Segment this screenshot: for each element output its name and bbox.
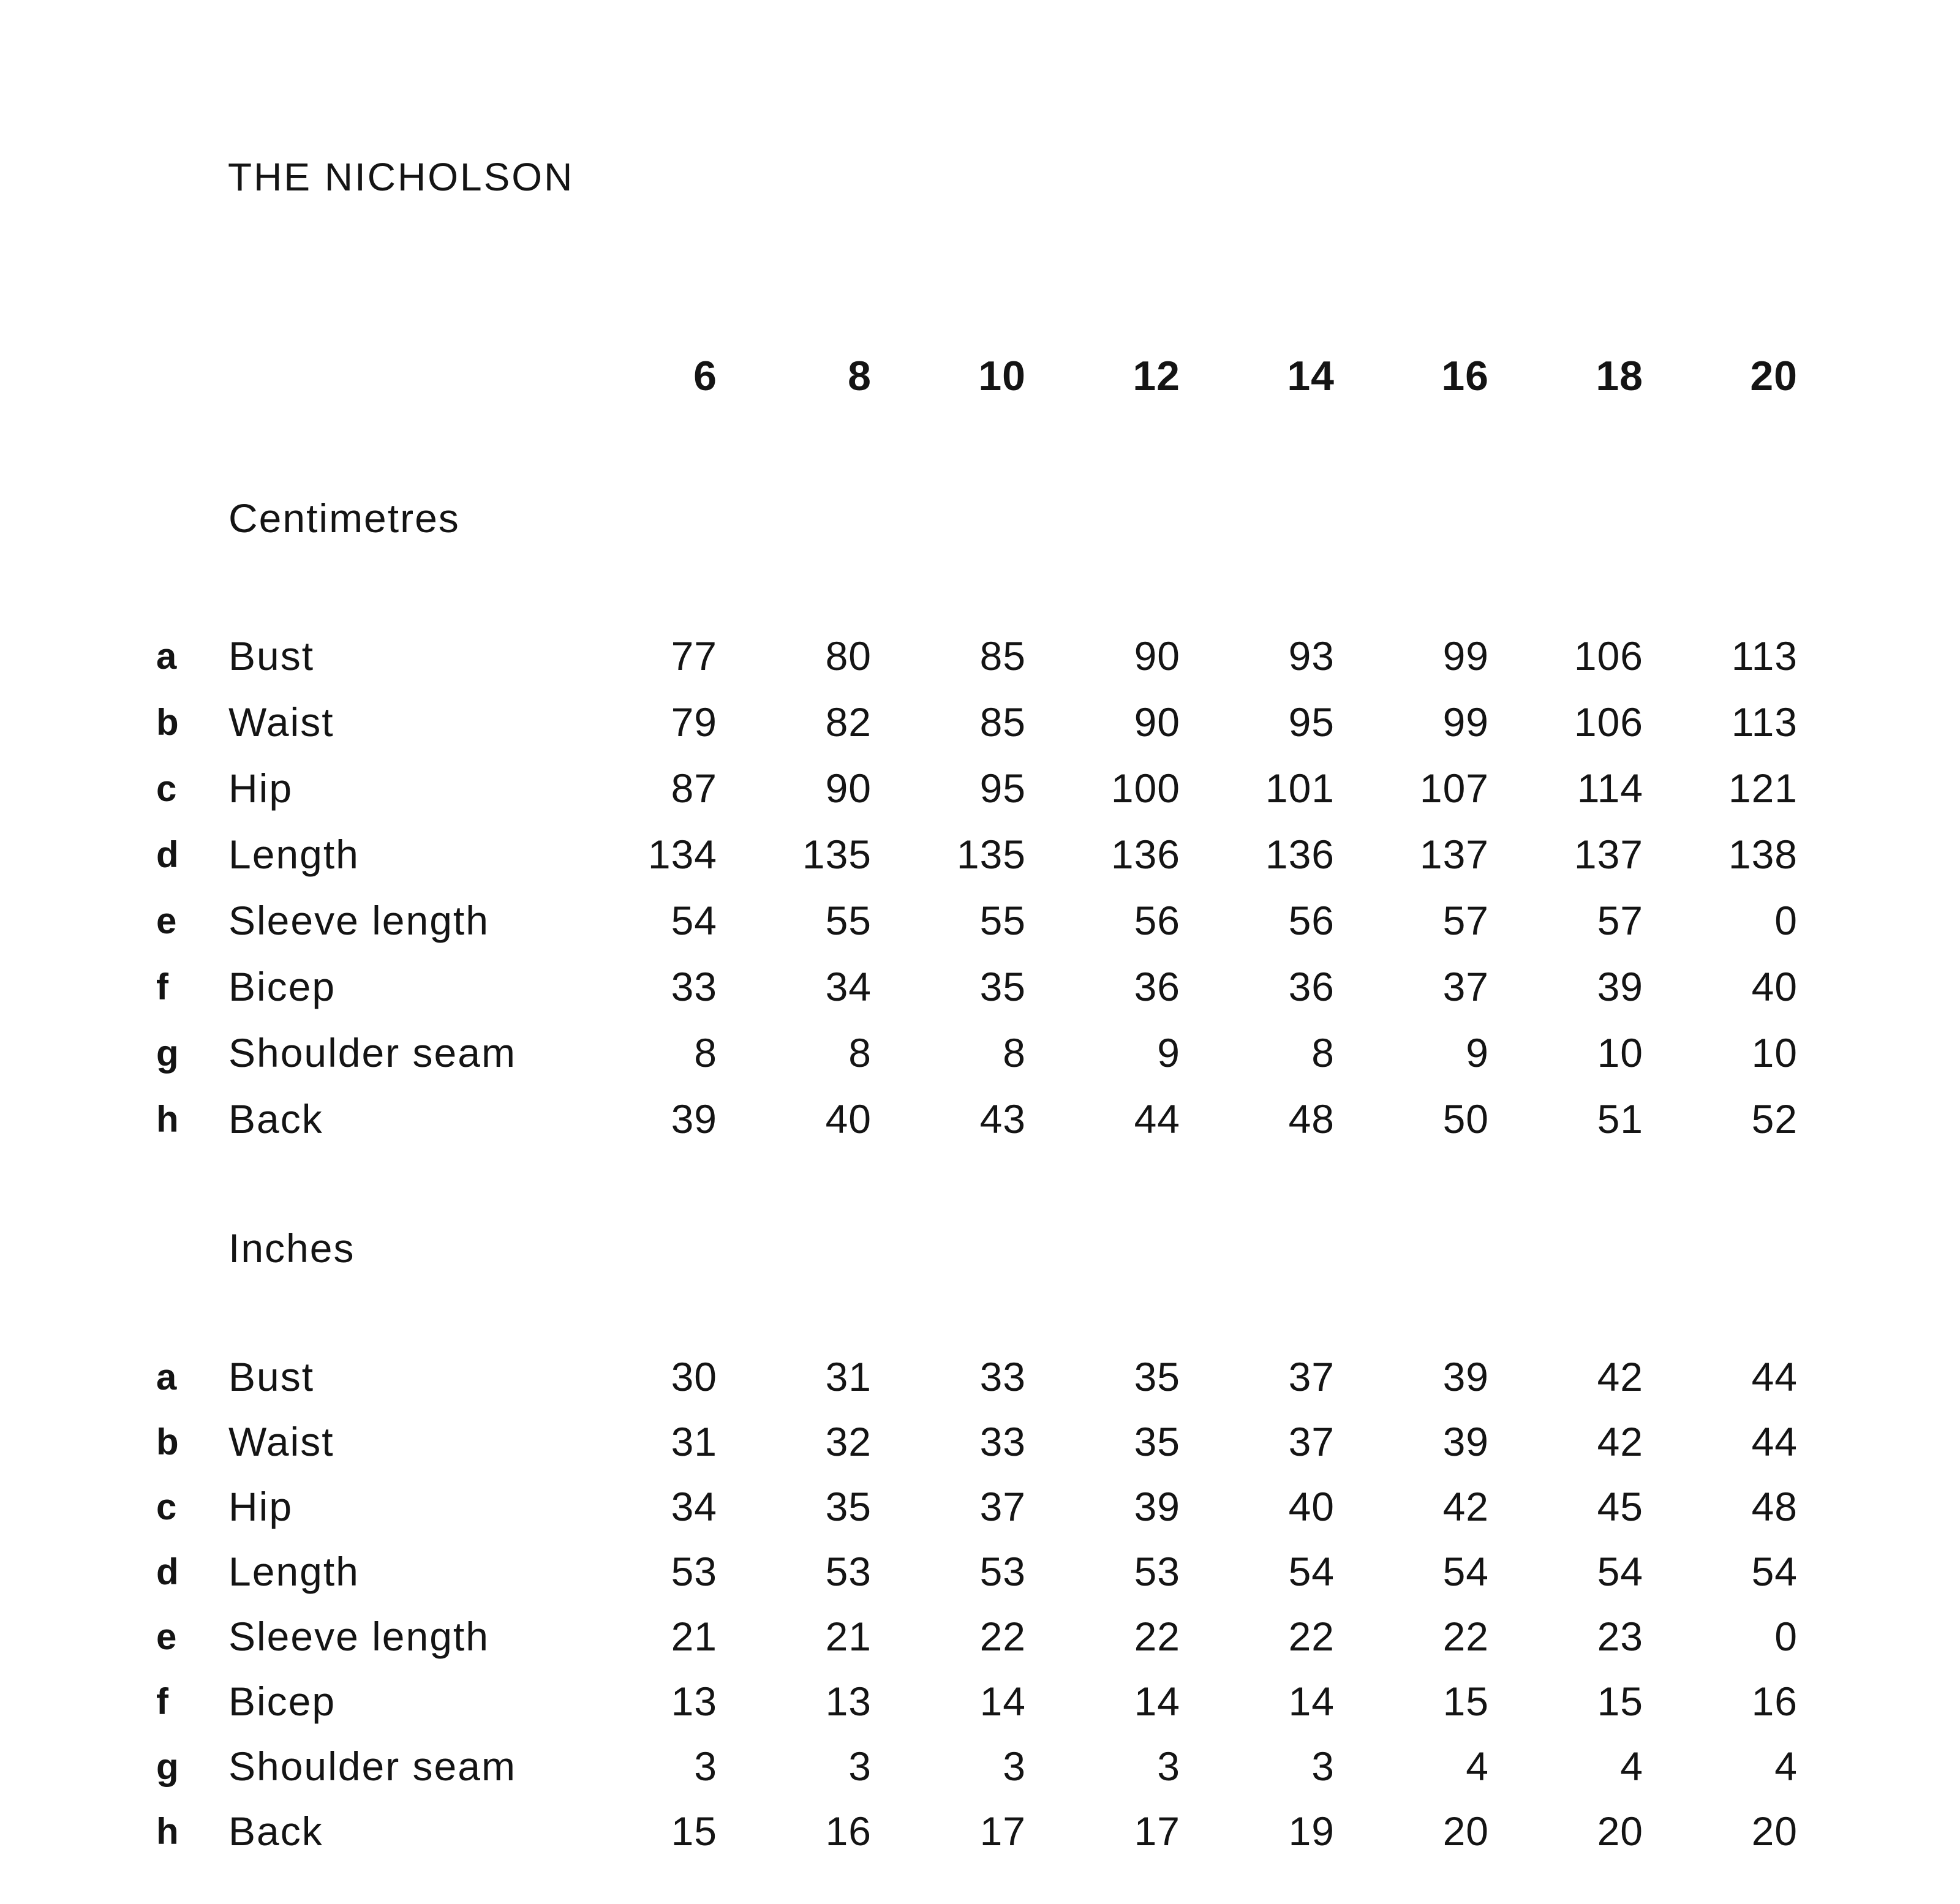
cell-value: 10 <box>1751 1030 1798 1075</box>
row-label: Hip <box>228 1484 293 1529</box>
cell-value: 136 <box>1110 832 1180 877</box>
table-row-cm-hip <box>156 755 1798 821</box>
cell-value: 15 <box>1597 1679 1643 1724</box>
cell-value: 51 <box>1597 1096 1643 1142</box>
row-letter: a <box>156 635 177 677</box>
cell-value: 8 <box>848 1030 872 1075</box>
cell-value: 53 <box>979 1549 1026 1594</box>
row-letter: e <box>156 1616 177 1657</box>
cell-value: 85 <box>979 699 1026 745</box>
cell-value: 19 <box>1288 1808 1335 1854</box>
cell-value: 56 <box>1134 898 1180 943</box>
cell-value: 30 <box>671 1354 717 1399</box>
cell-value: 95 <box>979 766 1026 811</box>
table-row-cm-bicep <box>156 954 1798 1020</box>
row-letter: b <box>156 701 179 743</box>
cell-value: 53 <box>825 1549 872 1594</box>
cell-value: 39 <box>1442 1419 1489 1464</box>
cell-value: 35 <box>979 964 1026 1009</box>
cell-value: 13 <box>825 1679 872 1724</box>
row-letter: d <box>156 833 179 875</box>
cell-value: 35 <box>1134 1354 1180 1399</box>
section-header-centimetres <box>156 485 1798 551</box>
cell-value: 35 <box>1134 1419 1180 1464</box>
cell-value: 48 <box>1751 1484 1798 1529</box>
cell-value: 4 <box>1620 1744 1643 1789</box>
cell-value: 44 <box>1751 1354 1798 1399</box>
row-label: Waist <box>228 1419 334 1464</box>
cell-value: 121 <box>1728 766 1798 811</box>
table-row-in-hip <box>156 1474 1798 1539</box>
row-label: Shoulder seam <box>228 1744 516 1789</box>
row-label: Waist <box>228 699 334 745</box>
size-header: 20 <box>1750 353 1798 399</box>
cell-value: 135 <box>802 832 872 877</box>
cell-value: 43 <box>979 1096 1026 1142</box>
cell-value: 113 <box>1731 699 1798 745</box>
cell-value: 37 <box>1288 1354 1335 1399</box>
cell-value: 40 <box>825 1096 872 1142</box>
row-letter: f <box>156 966 168 1007</box>
cell-value: 39 <box>1442 1354 1489 1399</box>
cell-value: 106 <box>1574 699 1643 745</box>
row-label: Bust <box>228 1354 315 1399</box>
cell-value: 21 <box>671 1614 717 1659</box>
row-letter: a <box>156 1356 177 1398</box>
table-row-cm-back <box>156 1086 1798 1152</box>
cell-value: 3 <box>1311 1744 1335 1789</box>
cell-value: 20 <box>1442 1808 1489 1854</box>
cell-value: 39 <box>1597 964 1643 1009</box>
cell-value: 37 <box>979 1484 1026 1529</box>
cell-value: 90 <box>825 766 872 811</box>
cell-value: 16 <box>825 1808 872 1854</box>
page-title: THE NICHOLSON <box>228 155 575 199</box>
cell-value: 79 <box>671 699 717 745</box>
cell-value: 13 <box>671 1679 717 1724</box>
cell-value: 42 <box>1442 1484 1489 1529</box>
cell-value: 20 <box>1597 1808 1643 1854</box>
cell-value: 22 <box>1134 1614 1180 1659</box>
table-row-cm-length <box>156 821 1798 887</box>
cell-value: 101 <box>1265 766 1335 811</box>
cell-value: 44 <box>1134 1096 1180 1142</box>
cell-value: 40 <box>1288 1484 1335 1529</box>
cell-value: 16 <box>1751 1679 1798 1724</box>
cell-value: 36 <box>1288 964 1335 1009</box>
cell-value: 85 <box>979 633 1026 679</box>
size-chart-table <box>156 343 1798 1864</box>
cell-value: 17 <box>1134 1808 1180 1854</box>
cell-value: 54 <box>1597 1549 1643 1594</box>
cell-value: 20 <box>1751 1808 1798 1854</box>
section-label: Centimetres <box>228 495 460 541</box>
row-letter: f <box>156 1680 168 1722</box>
row-label: Sleeve length <box>228 1614 489 1659</box>
cell-value: 57 <box>1442 898 1489 943</box>
table-row-in-back <box>156 1799 1798 1864</box>
cell-value: 14 <box>1134 1679 1180 1724</box>
cell-value: 134 <box>647 832 717 877</box>
size-header: 10 <box>978 353 1026 399</box>
cell-value: 22 <box>1288 1614 1335 1659</box>
cell-value: 35 <box>825 1484 872 1529</box>
cell-value: 53 <box>671 1549 717 1594</box>
cell-value: 100 <box>1110 766 1180 811</box>
cell-value: 135 <box>956 832 1026 877</box>
cell-value: 54 <box>1288 1549 1335 1594</box>
table-row-in-bicep <box>156 1669 1798 1734</box>
size-header: 16 <box>1441 353 1489 399</box>
row-letter: h <box>156 1810 179 1852</box>
cell-value: 31 <box>825 1354 872 1399</box>
table-row-in-shoulder-seam <box>156 1734 1798 1799</box>
row-label: Shoulder seam <box>228 1030 516 1075</box>
cell-value: 36 <box>1134 964 1180 1009</box>
cell-value: 14 <box>1288 1679 1335 1724</box>
cell-value: 45 <box>1597 1484 1643 1529</box>
row-letter: c <box>156 767 177 809</box>
section-label: Inches <box>228 1225 355 1271</box>
cell-value: 114 <box>1577 766 1643 811</box>
cell-value: 53 <box>1134 1549 1180 1594</box>
cell-value: 95 <box>1288 699 1335 745</box>
cell-value: 82 <box>825 699 872 745</box>
row-letter: g <box>156 1032 179 1074</box>
table-row-in-length <box>156 1539 1798 1604</box>
row-label: Bicep <box>228 1679 336 1724</box>
cell-value: 22 <box>1442 1614 1489 1659</box>
cell-value: 3 <box>1157 1744 1180 1789</box>
size-header: 14 <box>1287 353 1335 399</box>
cell-value: 99 <box>1442 633 1489 679</box>
cell-value: 137 <box>1419 832 1489 877</box>
size-header: 6 <box>693 353 717 399</box>
cell-value: 54 <box>1442 1549 1489 1594</box>
cell-value: 15 <box>1442 1679 1489 1724</box>
cell-value: 8 <box>694 1030 717 1075</box>
cell-value: 33 <box>979 1354 1026 1399</box>
cell-value: 8 <box>1311 1030 1335 1075</box>
row-label: Bust <box>228 633 315 679</box>
cell-value: 31 <box>671 1419 717 1464</box>
row-label: Length <box>228 832 360 877</box>
cell-value: 42 <box>1597 1419 1643 1464</box>
cell-value: 48 <box>1288 1096 1335 1142</box>
cell-value: 90 <box>1134 699 1180 745</box>
cell-value: 0 <box>1774 1614 1798 1659</box>
cell-value: 37 <box>1288 1419 1335 1464</box>
table-row-cm-bust <box>156 623 1798 689</box>
cell-value: 99 <box>1442 699 1489 745</box>
cell-value: 9 <box>1157 1030 1180 1075</box>
cell-value: 93 <box>1288 633 1335 679</box>
size-header: 12 <box>1133 353 1180 399</box>
cell-value: 33 <box>671 964 717 1009</box>
cell-value: 90 <box>1134 633 1180 679</box>
size-header: 18 <box>1596 353 1643 399</box>
cell-value: 50 <box>1442 1096 1489 1142</box>
section-header-inches <box>156 1215 1798 1281</box>
cell-value: 77 <box>671 633 717 679</box>
cell-value: 23 <box>1597 1614 1643 1659</box>
row-label: Sleeve length <box>228 898 489 943</box>
row-letter: c <box>156 1486 177 1527</box>
cell-value: 107 <box>1419 766 1489 811</box>
cell-value: 136 <box>1265 832 1335 877</box>
cell-value: 4 <box>1774 1744 1798 1789</box>
cell-value: 44 <box>1751 1419 1798 1464</box>
cell-value: 22 <box>979 1614 1026 1659</box>
table-row-in-sleeve-length <box>156 1604 1798 1669</box>
size-header: 8 <box>848 353 872 399</box>
cell-value: 3 <box>1003 1744 1026 1789</box>
cell-value: 3 <box>694 1744 717 1789</box>
cell-value: 17 <box>979 1808 1026 1854</box>
cell-value: 15 <box>671 1808 717 1854</box>
table-row-cm-waist <box>156 689 1798 755</box>
row-letter: h <box>156 1098 179 1140</box>
cell-value: 42 <box>1597 1354 1643 1399</box>
cell-value: 4 <box>1466 1744 1489 1789</box>
cell-value: 54 <box>1751 1549 1798 1594</box>
cell-value: 10 <box>1597 1030 1643 1075</box>
cell-value: 137 <box>1574 832 1643 877</box>
cell-value: 106 <box>1574 633 1643 679</box>
row-label: Length <box>228 1549 360 1594</box>
cell-value: 87 <box>671 766 717 811</box>
cell-value: 39 <box>671 1096 717 1142</box>
size-header-row <box>156 343 1798 409</box>
cell-value: 3 <box>848 1744 872 1789</box>
cell-value: 32 <box>825 1419 872 1464</box>
row-label: Back <box>228 1096 323 1142</box>
cell-value: 37 <box>1442 964 1489 1009</box>
cell-value: 39 <box>1134 1484 1180 1529</box>
cell-value: 34 <box>825 964 872 1009</box>
cell-value: 14 <box>979 1679 1026 1724</box>
cell-value: 9 <box>1466 1030 1489 1075</box>
cell-value: 55 <box>979 898 1026 943</box>
cell-value: 33 <box>979 1419 1026 1464</box>
row-label: Back <box>228 1808 323 1854</box>
row-letter: g <box>156 1745 179 1787</box>
row-letter: e <box>156 900 177 941</box>
cell-value: 80 <box>825 633 872 679</box>
table-row-cm-shoulder-seam <box>156 1020 1798 1086</box>
cell-value: 56 <box>1288 898 1335 943</box>
cell-value: 55 <box>825 898 872 943</box>
cell-value: 57 <box>1597 898 1643 943</box>
row-label: Bicep <box>228 964 336 1009</box>
row-label: Hip <box>228 766 293 811</box>
cell-value: 54 <box>671 898 717 943</box>
row-letter: b <box>156 1421 179 1462</box>
cell-value: 138 <box>1728 832 1798 877</box>
row-letter: d <box>156 1551 179 1592</box>
table-row-cm-sleeve-length <box>156 887 1798 954</box>
cell-value: 113 <box>1731 633 1798 679</box>
table-row-in-waist <box>156 1409 1798 1474</box>
cell-value: 40 <box>1751 964 1798 1009</box>
cell-value: 21 <box>825 1614 872 1659</box>
cell-value: 52 <box>1751 1096 1798 1142</box>
cell-value: 8 <box>1003 1030 1026 1075</box>
cell-value: 0 <box>1774 898 1798 943</box>
table-row-in-bust <box>156 1344 1798 1409</box>
cell-value: 34 <box>671 1484 717 1529</box>
